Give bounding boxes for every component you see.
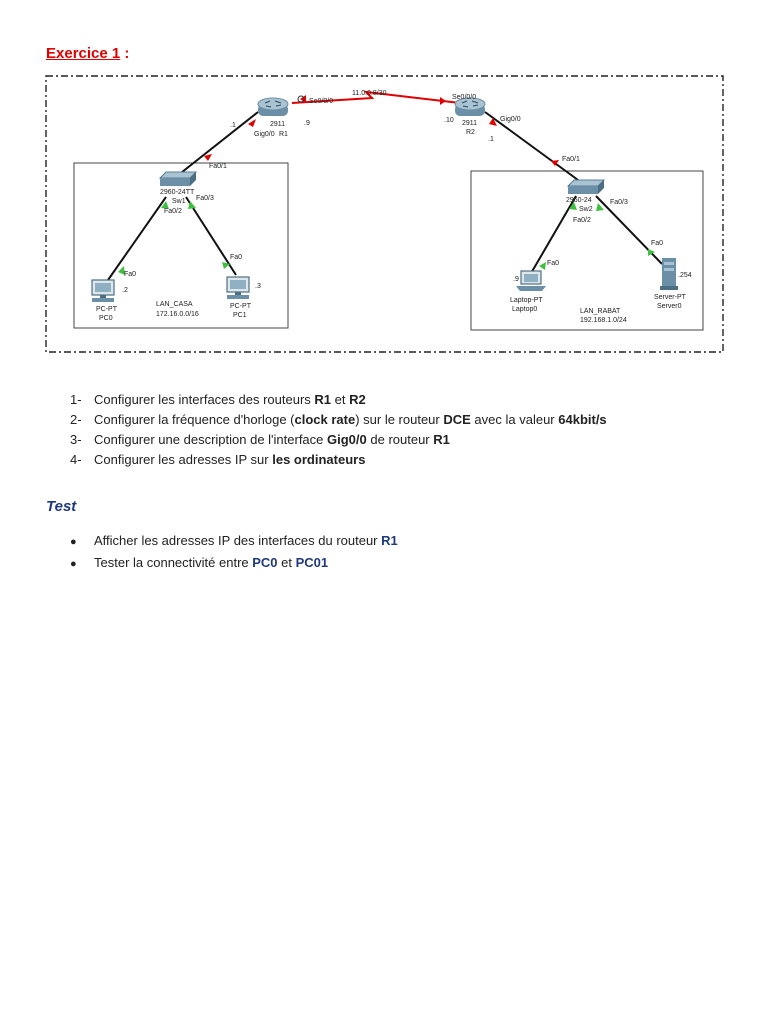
sw2-uplink-label: Fa0/1 — [562, 156, 580, 163]
server0-type-label: Server-PT — [654, 294, 686, 301]
lan-rabat-network-label: 192.168.1.0/24 — [580, 317, 627, 324]
task-list — [70, 390, 607, 470]
task-text-bold: R1 — [314, 392, 332, 407]
pc0-icon — [92, 280, 114, 302]
task-text: et — [331, 392, 350, 407]
laptop0-name-label: Laptop0 — [512, 306, 538, 313]
sw1-model-label: 2960-24TT — [160, 189, 195, 196]
lan-casa-network-label: 172.16.0.0/16 — [156, 311, 199, 318]
server0-port-label: Fa0 — [651, 240, 664, 247]
r2-gig-ip-label: .1 — [488, 136, 494, 143]
task-text: de routeur — [366, 432, 434, 447]
r2-serial-ip-label: .10 — [444, 117, 454, 124]
test-bullet-list — [70, 530, 398, 574]
server0-ip-label: .254 — [678, 272, 692, 279]
pc1-type-label: PC-PT — [230, 303, 251, 310]
pc0-ip-label: .2 — [122, 287, 128, 294]
lan-rabat-name-label: LAN_RABAT — [580, 308, 621, 315]
task-text: Configurer les adresses IP sur — [94, 452, 273, 467]
pc1-port-label: Fa0 — [230, 254, 243, 261]
task-item — [70, 450, 607, 470]
task-text: avec la valeur — [470, 412, 559, 427]
bullet-icon: ● — [70, 536, 77, 548]
sw2-name-label: Sw2 — [579, 206, 593, 213]
laptop0-icon — [516, 271, 546, 291]
r1-model-label: 2911 — [270, 121, 286, 128]
r1-gig-if-label: Gig0/0 — [254, 131, 275, 138]
test-bullet-item — [70, 552, 398, 574]
bullet-icon: ● — [70, 558, 77, 570]
link-r2-sw2 — [485, 112, 578, 180]
bullet-text: et — [277, 555, 296, 570]
task-item — [70, 390, 607, 410]
laptop0-port-label: Fa0 — [547, 260, 560, 267]
test-section-title: Test — [46, 498, 77, 515]
task-text: Configurer une description de l'interface — [94, 432, 328, 447]
sw1-port-right-label: Fa0/3 — [196, 195, 214, 202]
router-r1-icon — [258, 98, 288, 116]
r1-serial-if-label: Se0/0/0 — [309, 98, 334, 105]
task-text-bold: clock rate — [294, 412, 356, 427]
r2-gig-if-label: Gig0/0 — [500, 116, 521, 123]
task-text: Configurer la fréquence d'horloge ( — [94, 412, 295, 427]
r2-serial-if-label: Se0/0/0 — [452, 94, 477, 101]
test-bullet-item — [70, 530, 398, 552]
laptop0-type-label: Laptop-PT — [510, 297, 543, 304]
task-text-bold: DCE — [443, 412, 471, 427]
task-text: ) sur le routeur — [355, 412, 444, 427]
network-topology-diagram — [0, 0, 768, 380]
serial-network-label: 11.0.0.8/30 — [352, 90, 387, 97]
pc1-name-label: PC1 — [233, 312, 247, 319]
sw1-port-left-label: Fa0/2 — [164, 208, 182, 215]
sw1-name-label: Sw1 — [172, 198, 186, 205]
r1-serial-ip-label: .9 — [304, 120, 310, 127]
exercise-title-suffix: : — [120, 45, 130, 62]
task-text-bold: Gig0/0 — [327, 432, 367, 447]
task-text-bold: Configurer les interfaces des routeurs — [94, 392, 315, 407]
link-status-up-icon — [539, 262, 546, 270]
task-item — [70, 410, 607, 430]
pc0-type-label: PC-PT — [96, 306, 117, 313]
server0-icon — [660, 258, 678, 290]
task-number: 1- — [70, 392, 82, 407]
pc0-port-label: Fa0 — [124, 271, 137, 278]
sw2-model-label: 2960-24 — [566, 197, 592, 204]
bullet-text: Afficher les adresses IP des interfaces du routeur — [94, 533, 382, 548]
task-item — [70, 430, 607, 450]
task-text-bold: R2 — [349, 392, 366, 407]
link-sw2-server0 — [596, 196, 662, 264]
r1-gig-ip-label: .1 — [230, 122, 236, 129]
task-text-bold: les ordinateurs — [272, 452, 366, 467]
server0-name-label: Server0 — [657, 303, 682, 310]
sw1-uplink-label: Fa0/1 — [209, 163, 227, 170]
exercise-title-main: Exercice 1 — [46, 45, 121, 62]
link-status-up-icon — [204, 154, 212, 161]
sw2-port-right-label: Fa0/3 — [610, 199, 628, 206]
task-number: 3- — [70, 432, 82, 447]
switch-sw1-icon — [160, 172, 196, 186]
r2-name-label: R2 — [466, 129, 475, 136]
task-number: 2- — [70, 412, 82, 427]
switch-sw2-icon — [568, 180, 604, 194]
task-number: 4- — [70, 452, 82, 467]
bullet-text-highlight: PC01 — [295, 555, 329, 570]
link-sw1-pc0 — [108, 197, 166, 280]
task-text-bold: R1 — [433, 432, 450, 447]
sw2-port-left-label: Fa0/2 — [573, 217, 591, 224]
r2-model-label: 2911 — [462, 120, 478, 127]
bullet-text-highlight: PC0 — [252, 555, 278, 570]
bullet-text-highlight: R1 — [381, 533, 398, 548]
r1-name-label: R1 — [279, 131, 288, 138]
task-text-bold: 64kbit/s — [558, 412, 607, 427]
topology-frame — [46, 76, 723, 352]
lan-casa-name-label: LAN_CASA — [156, 301, 193, 308]
pc1-ip-label: .3 — [255, 283, 261, 290]
bullet-text: Tester la connectivité entre — [94, 555, 253, 570]
pc0-name-label: PC0 — [99, 315, 113, 322]
link-status-up-icon — [440, 97, 446, 105]
laptop0-ip-label: .9 — [513, 276, 519, 283]
pc1-icon — [227, 277, 249, 299]
link-sw1-pc1 — [186, 197, 236, 275]
